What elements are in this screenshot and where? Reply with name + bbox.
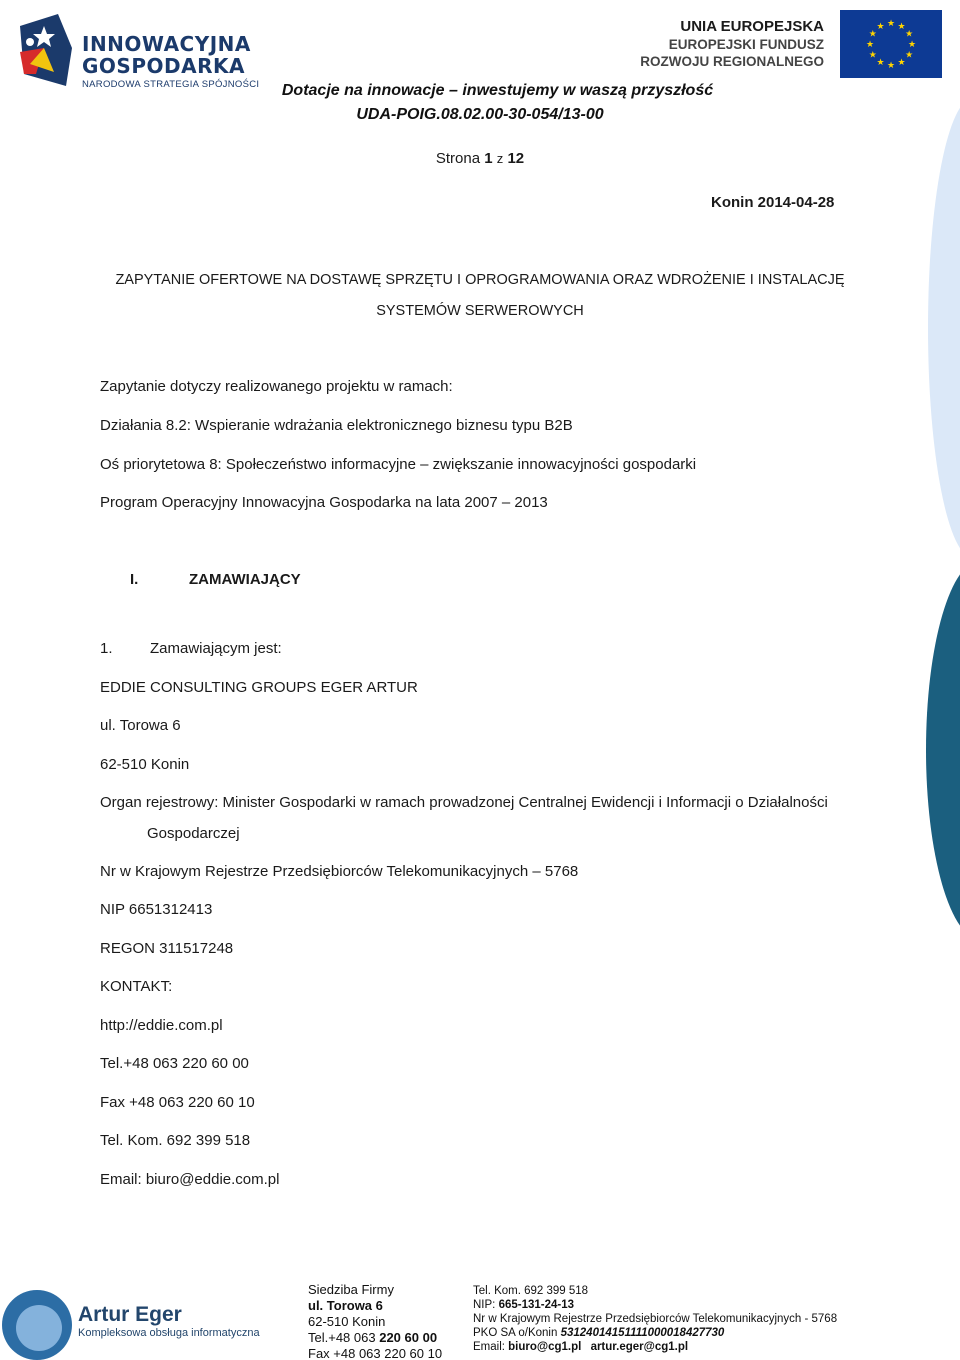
footer-mobile: Tel. Kom. 692 399 518 [473,1285,589,1297]
footer-seat-tel-prefix: Tel.+48 063 [308,1330,376,1345]
email: Email: biuro@eddie.com.pl [100,1171,280,1188]
intro-line: Działania 8.2: Wspieranie wdrażania elektronicznego biznesu typu B2B [100,417,573,434]
page-current: 1 [484,150,493,167]
eu-logo-line3: ROZWOJU REGIONALNEGO [640,54,824,69]
company-street: ul. Torowa 6 [100,717,181,734]
eu-star-icon: ★ [886,18,896,28]
eu-star-icon: ★ [876,57,885,68]
page-total: 12 [507,150,525,167]
intro-line: Program Operacyjny Innowacyjna Gospodarka na lata 2007 – 2013 [100,494,548,511]
footer-email-label: Email: [473,1341,505,1353]
intro-line: Zapytanie dotyczy realizowanego projektu w ramach: [100,378,453,395]
footer-seat-tel [308,1330,437,1346]
ig-emblem-icon [14,12,78,88]
eu-fund-logo [640,10,942,80]
eu-star-icon: ★ [897,20,906,31]
website-link[interactable]: http://eddie.com.pl [100,1017,223,1034]
eu-flag-icon [840,10,942,78]
nip: NIP 6651312413 [100,901,213,918]
footer-register: Nr w Krajowym Rejestrze Przedsiębiorców Telekomunikacyjnych - 5768 [473,1313,838,1325]
document-title-line1: ZAPYTANIE OFERTOWE NA DOSTAWĘ SPRZĘTU I OPROGRAMOWANIA ORAZ WDROŻENIE I INSTALACJĘ [115,272,845,288]
eu-logo-line1: UNIA EUROPEJSKA [680,18,824,35]
footer-seat-city: 62-510 Konin [308,1314,386,1329]
ig-logo-line1: INNOWACYJNA [82,32,251,56]
footer-bank [473,1326,724,1340]
project-code: UDA-POIG.08.02.00-30-054/13-00 [356,106,604,123]
eu-star-icon: ★ [897,57,906,68]
eu-star-icon: ★ [905,49,914,60]
ig-logo-line2: GOSPODARKA [82,54,245,78]
footer-nip-value: 665-131-24-13 [498,1299,575,1311]
eu-star-icon: ★ [876,20,885,31]
company-name: EDDIE CONSULTING GROUPS EGER ARTUR [100,679,418,696]
slogan: Dotacje na innowacje – inwestujemy w waszą przyszłość [281,82,714,99]
footer-email-2[interactable]: artur.eger@cg1.pl [590,1341,689,1353]
footer-brand: Artur Eger [78,1303,182,1326]
footer-nip-label: NIP: [473,1299,496,1311]
footer-email [473,1340,688,1354]
section-title: ZAMAWIAJĄCY [189,571,301,588]
mobile-phone: Tel. Kom. 692 399 518 [100,1132,251,1149]
decorative-arc-teal [926,560,960,940]
eu-star-icon: ★ [868,28,877,39]
eu-star-icon: ★ [905,28,914,39]
eu-logo-line2: EUROPEJSKI FUNDUSZ [668,37,824,52]
item-text: Zamawiającym jest: [150,640,282,657]
intro-line: Oś priorytetowa 8: Społeczeństwo informacyjne – zwiększanie innowacyjności gospodarki [100,456,697,473]
page-counter [0,150,960,168]
footer-bank-account: 53124014151111000018427730 [560,1327,725,1339]
telecom-register: Nr w Krajowym Rejestrze Przedsiębiorców Telekomunikacyjnych – 5768 [100,863,579,880]
footer-brand-sub: Kompleksowa obsługa informatyczna [78,1327,260,1339]
contact-heading: KONTAKT: [100,978,173,995]
phone: Tel.+48 063 220 60 00 [100,1055,249,1072]
section-number: I. [130,571,139,588]
item-number: 1. [100,640,113,657]
innowacyjna-gospodarka-logo [14,12,264,90]
footer-seat-street: ul. Torowa 6 [308,1298,383,1313]
eu-star-icon: ★ [868,49,877,60]
fax: Fax +48 063 220 60 10 [100,1094,255,1111]
ig-logo-line3: NARODOWA STRATEGIA SPÓJNOŚCI [82,79,260,90]
eu-star-icon: ★ [865,39,875,49]
footer-seat-label: Siedziba Firmy [308,1282,394,1297]
footer-email-1[interactable]: biuro@cg1.pl [508,1341,582,1353]
date-line: Konin 2014-04-28 [711,194,835,211]
document-title-line2: SYSTEMÓW SERWEROWYCH [376,303,584,319]
page-of: z [496,151,504,166]
registry-organ: Organ rejestrowy: Minister Gospodarki w ramach prowadzonej Centralnej Ewidencji i Informacji o Działalności [100,794,828,811]
regon: REGON 311517248 [100,940,234,957]
company-city: 62-510 Konin [100,756,190,773]
registry-organ-cont: Gospodarczej [147,825,240,842]
footer-logo-inner-icon [16,1305,62,1351]
footer-nip [473,1298,574,1312]
footer-seat-tel-number: 220 60 00 [379,1330,438,1345]
page-label: Strona [435,150,481,167]
eu-star-icon: ★ [907,39,917,49]
footer-seat-fax: Fax +48 063 220 60 10 [308,1346,443,1360]
eu-star-icon: ★ [886,60,896,70]
footer-bank-label: PKO SA o/Konin [473,1327,558,1339]
